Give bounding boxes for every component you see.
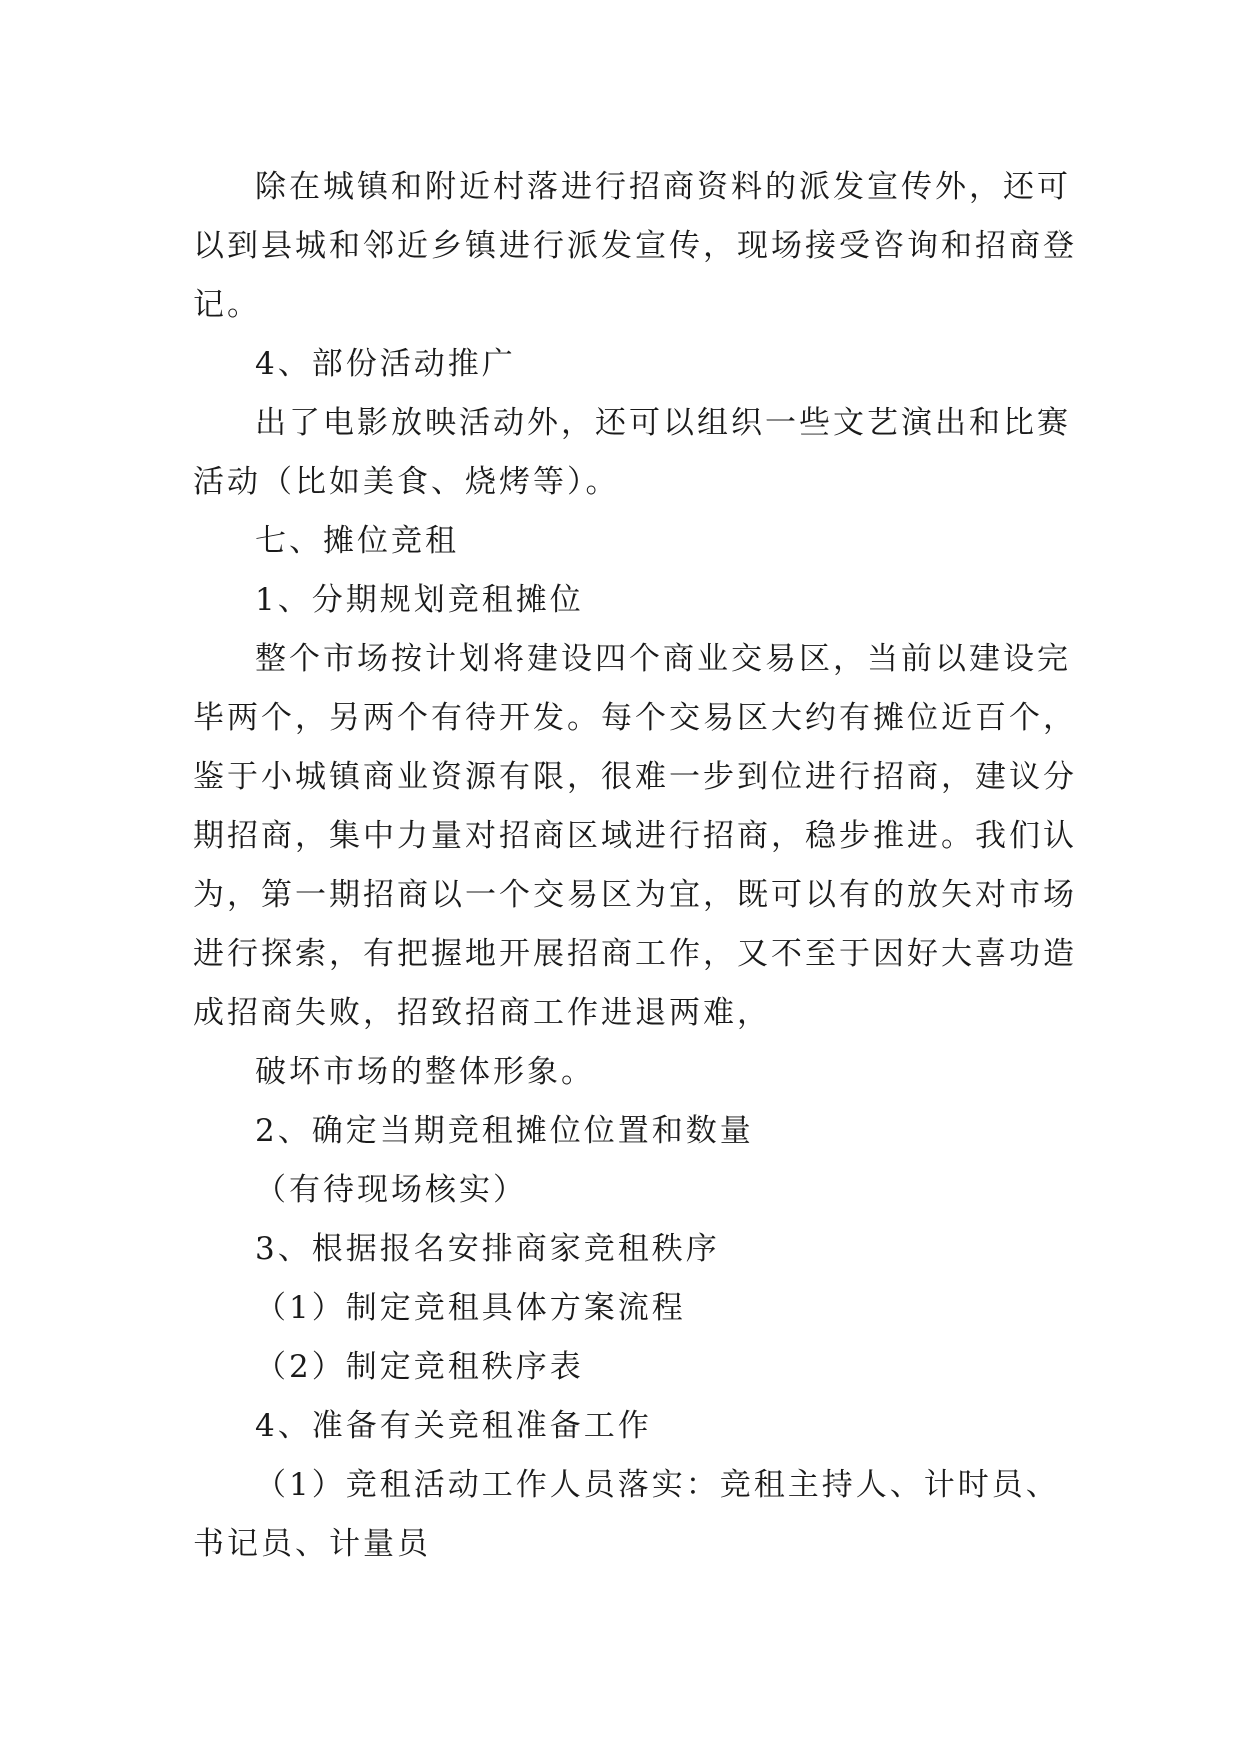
paragraph-line: 出了电影放映活动外，还可以组织一些文艺演出和比赛 xyxy=(255,405,1071,441)
section-heading: 2、确定当期竞租摊位位置和数量 xyxy=(255,1113,754,1149)
paragraph-line: （有待现场核实） xyxy=(255,1172,527,1208)
list-item: （1）制定竞租具体方案流程 xyxy=(255,1290,686,1326)
section-heading: 4、部份活动推广 xyxy=(255,346,516,382)
paragraph-line: 期招商，集中力量对招商区域进行招商，稳步推进。我们认 xyxy=(193,818,1077,854)
list-item: （1）竞租活动工作人员落实：竞租主持人、计时员、 xyxy=(255,1467,1060,1503)
paragraph-line: 进行探索，有把握地开展招商工作，又不至于因好大喜功造 xyxy=(193,936,1077,972)
section-heading: 七、摊位竞租 xyxy=(255,523,459,559)
section-heading: 1、分期规划竞租摊位 xyxy=(255,582,584,618)
paragraph-line: 破坏市场的整体形象。 xyxy=(255,1054,595,1090)
paragraph-line: 记。 xyxy=(193,287,261,323)
section-heading: 3、根据报名安排商家竞租秩序 xyxy=(255,1231,720,1267)
list-item: （2）制定竞租秩序表 xyxy=(255,1349,584,1385)
paragraph-line: 除在城镇和附近村落进行招商资料的派发宣传外，还可 xyxy=(255,169,1071,205)
paragraph-line: 毕两个，另两个有待开发。每个交易区大约有摊位近百个， xyxy=(193,700,1077,736)
paragraph-line: 鉴于小城镇商业资源有限，很难一步到位进行招商，建议分 xyxy=(193,759,1077,795)
paragraph-line: 整个市场按计划将建设四个商业交易区，当前以建设完 xyxy=(255,641,1071,677)
section-heading: 4、准备有关竞租准备工作 xyxy=(255,1408,652,1444)
paragraph-line: 书记员、计量员 xyxy=(193,1526,431,1562)
paragraph-line: 为，第一期招商以一个交易区为宜，既可以有的放矢对市场 xyxy=(193,877,1077,913)
paragraph-line: 成招商失败，招致招商工作进退两难， xyxy=(193,995,771,1031)
paragraph-line: 以到县城和邻近乡镇进行派发宣传，现场接受咨询和招商登 xyxy=(193,228,1077,264)
paragraph-line: 活动（比如美食、烧烤等）。 xyxy=(193,464,620,500)
